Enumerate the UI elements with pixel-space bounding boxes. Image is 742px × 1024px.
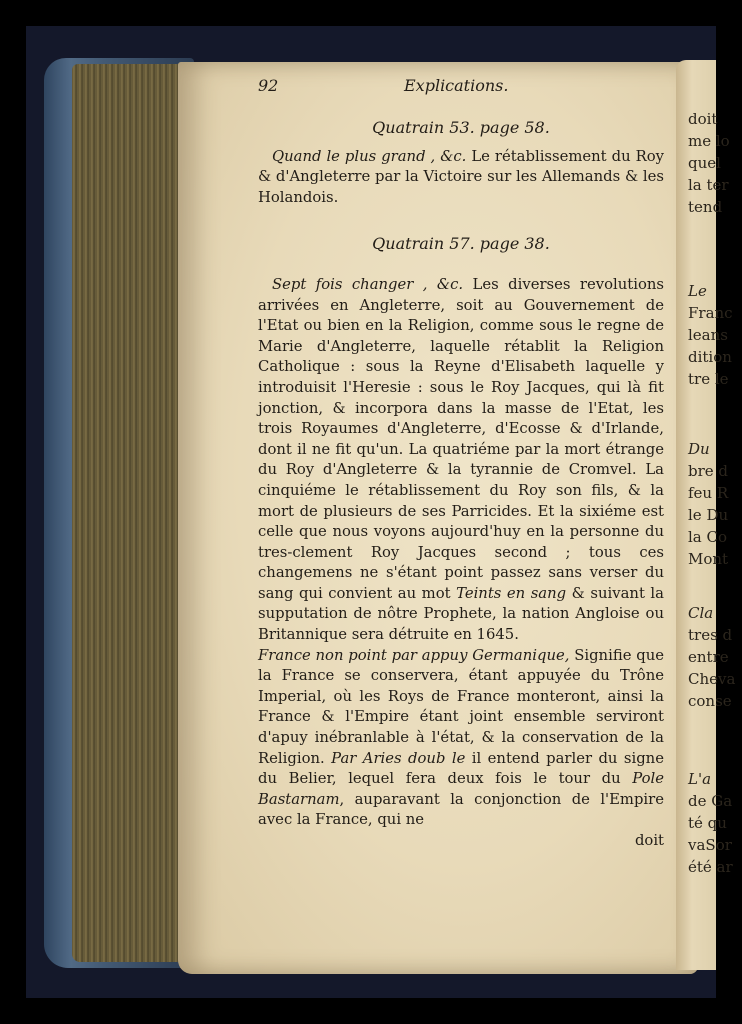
france-incipit: France non point par appuy Germanique, — [258, 646, 570, 664]
facing-fragment: Mont — [688, 550, 729, 568]
quatrain-53-commentary — [258, 147, 664, 209]
quatrain-57-body-1: Les diverses revolutions arrivées en Angleterre, soit au Gouvernement de l'Etat ou bien en la Religion, comme sous le regne de Marie d'Angleterre, laquelle rétablit la Religion Catholique : sous la Reyne d'Elisabeth laquelle y introduisit l'Heresie : sous le Roy Jacques, qui là fit jonction, & incorpora dans la masse de l'Etat, les trois Royaumes d'Angleterre, d'Ecosse & d'Irlande, dont il ne fit qu'un. La quatriéme par la mort étrange du Roy d'Angleterre & la tyrannie de Cromvel. La cinquiéme le rétablissement du Roy son fils, & la mort de plusieurs de ses Parricides. Et la sixiéme est celle que nous voyons aujourd'huy en la personne du tres-clement Roy Jacques second ; tous ces changemens ne s'étant point passez sans verser du sang qui convient au mot — [258, 275, 664, 602]
page-number: 92 — [258, 76, 279, 95]
pole-phrase: Pole Bastarnam — [258, 770, 664, 808]
facing-fragment: été ar — [688, 858, 733, 876]
facing-fragment: Cheva — [688, 670, 736, 688]
teints-en-sang: Teints en sang — [456, 584, 567, 602]
page-header — [258, 76, 664, 100]
facing-fragment: la ter — [688, 176, 729, 194]
france-body: Signifie que la France se conservera, étant appuyée du Trône Imperial, où les Roys de France monteront, ainsi la France & l'Empire étant joint ensemble serviront d'apuy inébranlable à l'état, & la conservation de la Religion. — [258, 646, 664, 767]
facing-fragment: Franc — [688, 304, 733, 322]
facing-fragment: L'a — [688, 770, 712, 788]
facing-fragment: bre d — [688, 462, 729, 480]
aries-phrase: Par Aries doub le — [331, 749, 466, 767]
facing-fragment: feu R — [688, 484, 729, 502]
catchword: doit — [634, 832, 664, 849]
facing-fragment: tres d — [688, 626, 733, 644]
facing-fragment: leans — [688, 326, 728, 344]
etcetera: , &c. — [430, 147, 467, 165]
facing-page-strip — [676, 60, 736, 970]
facing-fragment: entre — [688, 648, 729, 666]
facing-fragment: té qu — [688, 814, 727, 832]
facing-fragment: conse — [688, 692, 732, 710]
quatrain-57-body-2: & suivant la supputation de nôtre Prophete, la nation Angloise ou Britannique sera détruite en 1645. — [258, 584, 664, 644]
facing-fragment: la Co — [688, 528, 728, 546]
page-text — [258, 76, 664, 852]
facing-fragment: Du — [688, 440, 710, 458]
facing-fragment: doit — [688, 110, 718, 128]
facing-fragment: me lo — [688, 132, 730, 150]
quatrain-53-heading: Quatrain 53. page 58. — [372, 118, 550, 137]
france-commentary — [258, 646, 664, 831]
quatrain-53-body: Le rétablissement du Roy & d'Angleterre par la Victoire sur les Allemands & les Holandois. — [258, 147, 664, 206]
quatrain-57-commentary — [258, 275, 664, 646]
etcetera: , &c. — [422, 275, 464, 293]
facing-fragment: Le — [688, 282, 707, 300]
quatrain-53-incipit: Quand le plus grand — [272, 147, 426, 165]
quatrain-57-incipit: Sept fois changer — [272, 275, 414, 293]
facing-fragment: vaSor — [688, 836, 732, 854]
page-edges — [72, 64, 184, 962]
facing-fragment: tre le — [688, 370, 729, 388]
facing-fragment: le Du — [688, 506, 729, 524]
aries-body: il entend parler du signe du Belier, lequel fera deux fois le tour du — [258, 749, 664, 788]
facing-fragment: quel — [688, 154, 721, 172]
running-head: Explications. — [404, 76, 509, 95]
closing-body: , auparavant la conjonction de l'Empire avec la France, qui ne — [258, 790, 664, 829]
facing-fragment: dition — [688, 348, 732, 366]
facing-fragment: tend — [688, 198, 723, 216]
facing-fragment: de Ga — [688, 792, 733, 810]
quatrain-57-heading: Quatrain 57. page 38. — [372, 234, 550, 254]
facing-fragment: Cla — [688, 604, 714, 622]
